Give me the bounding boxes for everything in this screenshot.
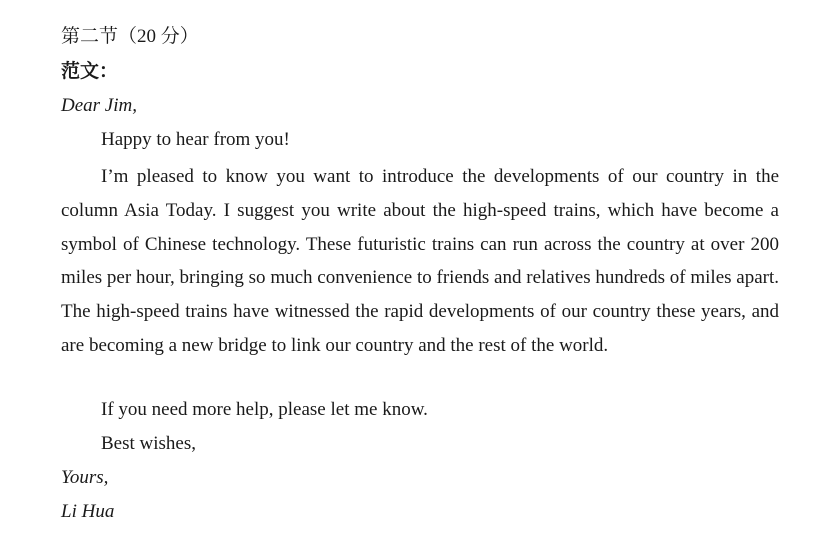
letter-opening-line: Happy to hear from you! [101, 129, 290, 150]
letter-help-line: If you need more help, please let me know. [101, 399, 428, 420]
letter-body-paragraph: I’m pleased to know you want to introduce the developments of our country in the column Asia Today. I suggest you write about the high-speed trains, which have become a symbol of Chinese technology. These futuristic trains can run across the country at over 200 miles per hour, bringing so much convenience to friends and relatives hundreds of miles apart. The high-speed trains have witnessed the rapid developments of our country these years, and are becoming a new bridge to link our country and the rest of the world. [61, 166, 779, 356]
sample-essay-label: 范文： [61, 61, 119, 82]
letter-closing: Yours, [61, 467, 109, 488]
letter-salutation: Dear Jim, [61, 95, 137, 116]
letter-signature: Li Hua [61, 501, 115, 522]
section-heading: 第二节（20 分） [61, 26, 199, 47]
letter-wishes-line: Best wishes, [101, 433, 196, 454]
